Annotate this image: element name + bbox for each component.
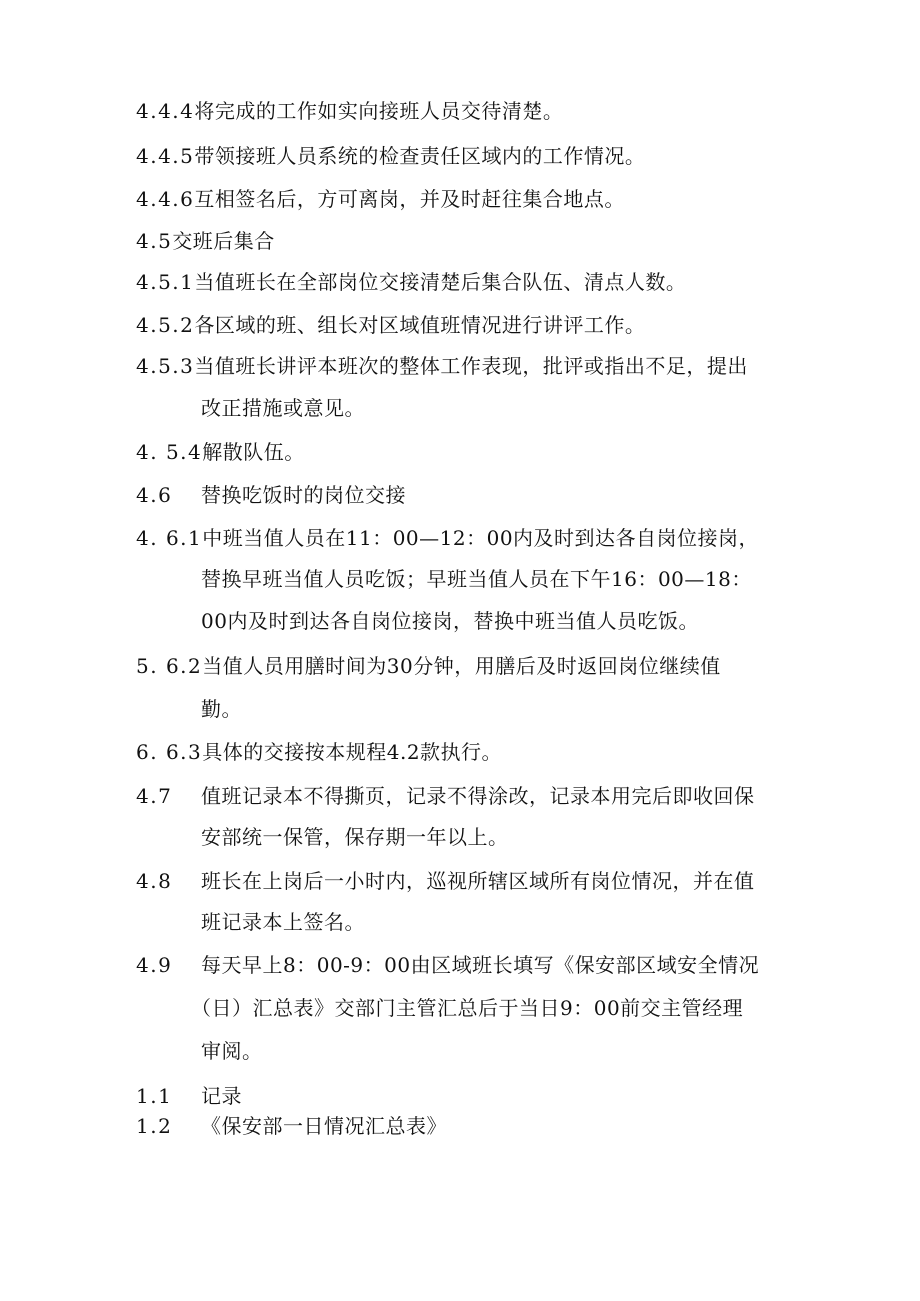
- clause-text: 值班记录本不得撕页，记录不得涂改，记录本用完后即收回保: [201, 784, 755, 808]
- clause-text: 《保安部一日情况汇总表》: [201, 1114, 447, 1138]
- section-4-5-heading: [136, 229, 275, 253]
- clause-6-2: [136, 654, 721, 678]
- clause-4-6-1-continued-1: [201, 567, 752, 591]
- clause-6-2-continued: [201, 697, 242, 721]
- clause-text: 替换吃饭时的岗位交接: [201, 483, 406, 507]
- clause-number: 4.8: [136, 869, 173, 893]
- section-1-2-form: [136, 1114, 447, 1138]
- clause-number: 4.4.6: [136, 187, 195, 211]
- clause-4-4-6: [136, 187, 625, 211]
- section-4-8: [136, 869, 755, 893]
- section-4-9: [136, 953, 759, 977]
- clause-number: 4.4.5: [136, 144, 195, 168]
- clause-4-5-2: [136, 313, 645, 337]
- clause-number: 4. 5.4: [136, 440, 203, 464]
- clause-text: 中班当值人员在11：00—12：00内及时到达各自岗位接岗，: [202, 526, 760, 550]
- clause-text: 当值班长在全部岗位交接清楚后集合队伍、清点人数。: [194, 270, 687, 294]
- clause-4-6-1-continued-2: [201, 609, 699, 633]
- clause-number: 4.5.1: [136, 270, 195, 294]
- clause-4-6-1: [136, 526, 759, 550]
- clause-text: 替换早班当值人员吃饭；早班当值人员在下午16：00—18：: [201, 567, 752, 591]
- clause-number: 4.6: [136, 483, 173, 507]
- clause-text: 解散队伍。: [202, 440, 305, 464]
- clause-text: 记录: [201, 1084, 242, 1108]
- clause-text: 勤。: [201, 697, 242, 721]
- section-4-7: [136, 784, 755, 808]
- clause-4-5-3: [136, 354, 748, 378]
- clause-number: 6. 6.3: [136, 740, 203, 764]
- clause-text: 互相签名后，方可离岗，并及时赶往集合地点。: [194, 187, 625, 211]
- section-4-7-continued: [201, 825, 509, 849]
- clause-number: 4.5.2: [136, 313, 195, 337]
- clause-number: 1.1: [136, 1084, 173, 1108]
- clause-text: 审阅。: [201, 1039, 263, 1063]
- clause-number: 5. 6.2: [136, 654, 203, 678]
- clause-text: 交班后集合: [172, 229, 275, 253]
- clause-text: 00内及时到达各自岗位接岗，替换中班当值人员吃饭。: [201, 609, 699, 633]
- clause-text: 每天早上8：00-9：00由区域班长填写《保安部区域安全情况: [201, 953, 760, 977]
- clause-number: 4.4.4: [136, 99, 195, 123]
- clause-text: 各区域的班、组长对区域值班情况进行讲评工作。: [194, 313, 646, 337]
- clause-4-5-1: [136, 270, 686, 294]
- clause-text: 安部统一保管，保存期一年以上。: [201, 825, 509, 849]
- clause-4-5-4: [136, 440, 305, 464]
- clause-text: 改正措施或意见。: [201, 396, 365, 420]
- clause-number: 4.7: [136, 784, 173, 808]
- section-4-8-continued: [201, 910, 365, 934]
- clause-number: 4. 6.1: [136, 526, 203, 550]
- section-1-1-records: [136, 1084, 242, 1108]
- clause-text: 当值人员用膳时间为30分钟，用膳后及时返回岗位继续值: [202, 654, 721, 678]
- clause-text: 具体的交接按本规程4.2款执行。: [202, 740, 503, 764]
- clause-number: 4.5: [136, 229, 173, 253]
- clause-number: 4.9: [136, 953, 173, 977]
- clause-text: 将完成的工作如实向接班人员交待清楚。: [194, 99, 564, 123]
- clause-6-3: [136, 740, 502, 764]
- clause-text: 班长在上岗后一小时内，巡视所辖区域所有岗位情况，并在值: [201, 869, 755, 893]
- clause-text: 当值班长讲评本班次的整体工作表现，批评或指出不足，提出: [194, 354, 748, 378]
- clause-text: （日）汇总表》交部门主管汇总后于当日9：00前交主管经理: [191, 996, 744, 1020]
- clause-4-4-5: [136, 144, 645, 168]
- section-4-9-continued-2: [201, 1039, 263, 1063]
- clause-text: 班记录本上签名。: [201, 910, 365, 934]
- clause-text: 带领接班人员系统的检查责任区域内的工作情况。: [194, 144, 646, 168]
- section-4-6-heading: [136, 483, 406, 507]
- clause-4-4-4: [136, 99, 563, 123]
- clause-4-5-3-continued: [201, 396, 365, 420]
- section-4-9-continued-1: [191, 996, 743, 1020]
- clause-number: 4.5.3: [136, 354, 195, 378]
- clause-number: 1.2: [136, 1114, 173, 1138]
